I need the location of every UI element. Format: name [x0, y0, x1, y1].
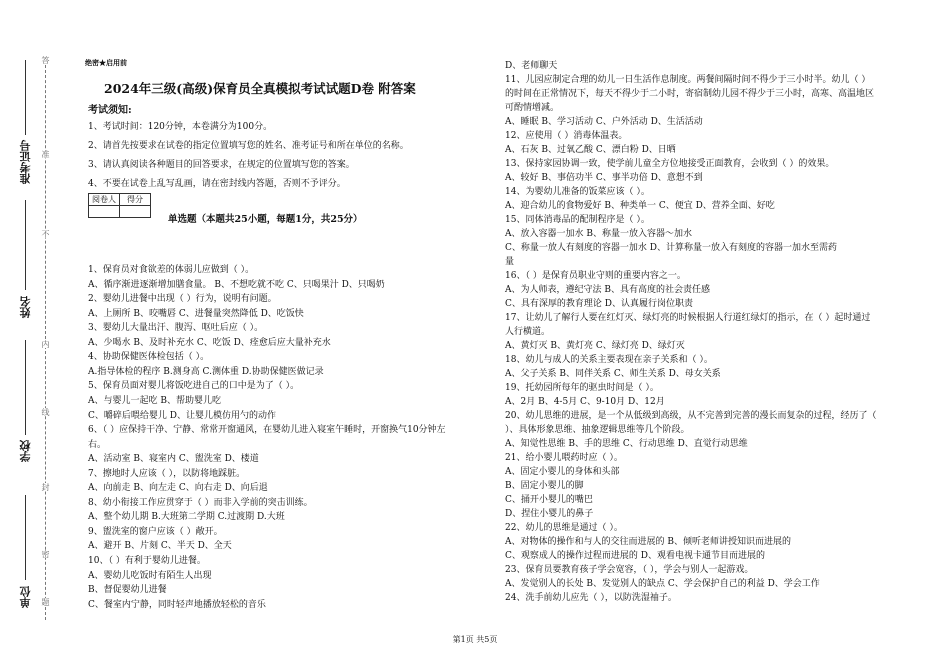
cut-mark: 题	[41, 598, 50, 606]
question-line: 16、（ ）是保育员职业守则的重要内容之一。	[505, 271, 686, 281]
question-line: A、固定小婴儿的身体和头部	[505, 467, 620, 477]
score-table-grader: 阅卷人	[89, 194, 120, 206]
notice-item: 2、请首先按要求在试卷的指定位置填写您的姓名、准考证号和所在单位的名称。	[88, 141, 409, 151]
question-line: A、婴幼儿吃饭时有陌生人出现	[88, 570, 212, 581]
secret-mark: 绝密★启用前	[85, 58, 127, 67]
question-line: A、上厕所 B、咬嘴唇 C、进餐量突然降低 D、吃饭快	[88, 308, 304, 319]
page-title: 2024年三级(高级)保育员全真模拟考试试题D卷 附答案	[104, 81, 416, 96]
label-school: 学校	[19, 440, 32, 462]
notice-item: 4、不要在试卷上乱写乱画，请在密封线内答题，否则不予评分。	[88, 179, 346, 189]
question-line: A、黄灯灭 B、黄灯亮 C、绿灯亮 D、绿灯灭	[505, 341, 685, 351]
question-line: 人行横道。	[505, 327, 551, 337]
question-line: 的时间在正常情况下，每天不得少于二小时，寄宿制幼儿园不得少于三小时，高寒、高温地区	[505, 89, 875, 99]
unit-line	[25, 495, 26, 580]
cut-mark: 内	[41, 340, 50, 348]
question-line: 17、让幼儿了解行人要在红灯灭、绿灯亮的时候根据人行道红绿灯的指示，在（ ）起时通过	[505, 313, 871, 323]
question-line: 4、协助保健医体检包括（ ）。	[88, 352, 210, 363]
question-line: A、活动室 B、寝室内 C、盥洗室 D、楼道	[88, 454, 259, 465]
question-line: 3、婴幼儿大量出汗、腹泻、呕吐后应（ ）。	[88, 323, 264, 334]
question-line: 9、盥洗室的窗户应该（ ）敞开。	[88, 526, 223, 537]
name-line	[25, 200, 26, 290]
question-line: 2、婴幼儿进餐中出现（ ）行为，说明有问题。	[88, 294, 277, 305]
label-unit: 单位	[19, 586, 32, 608]
notice-item: 1、考试时间：120分钟，本卷满分为100分。	[88, 122, 273, 132]
question-line: A、放入容器一加水 B、称量一放入容器～加水	[505, 229, 692, 239]
question-line: 右。	[88, 439, 107, 450]
question-line: C、餐室内宁静，同时轻声地播放轻松的音乐	[88, 599, 266, 610]
question-line: 24、洗手前幼儿应先（ ），以防洗湿袖子。	[505, 593, 677, 603]
question-line: 19、托幼园所每年的驱虫时间是（ ）。	[505, 383, 659, 393]
score-table-cell	[89, 206, 120, 218]
section-title: 单选题（本题共25小题，每题1分，共25分）	[168, 214, 363, 225]
question-line: 22、幼儿的思维是通过（ ）。	[505, 523, 623, 533]
question-line: A、2月 B、4-5月 C、9-10月 D、12月	[505, 397, 665, 407]
question-line: 量	[505, 257, 515, 267]
label-name: 姓名	[19, 296, 32, 318]
cut-mark: 密	[41, 550, 50, 558]
notice-heading: 考试须知:	[88, 105, 132, 116]
notice-item: 3、请认真阅读各种题目的回答要求，在规定的位置填写您的答案。	[88, 160, 355, 170]
cut-mark: 准	[41, 150, 50, 158]
question-line: A、为人师表，遵纪守法 B、具有高度的社会责任感	[505, 285, 710, 295]
question-line: 5、保育员面对婴儿将饭吃进自己的口中是为了（ ）。	[88, 381, 300, 392]
question-line: A、与婴儿一起吃 B、帮助婴儿吃	[88, 395, 221, 406]
question-line: A、避开 B、片刻 C、半天 D、全天	[88, 541, 232, 552]
question-line: C、称量一放人有刻度的容器一加水 D、计算称量一放入有刻度的容器一加水至需药	[505, 243, 837, 253]
question-line: C、捅开小婴儿的嘴巴	[505, 495, 593, 505]
question-line: B、督促婴幼儿进餐	[88, 585, 167, 596]
question-line: 6、（ ）应保持干净、宁静、常常开窗通风，在婴幼儿进入寝室午睡时，开窗换气10分钟左	[88, 425, 446, 436]
cut-mark: 封	[41, 483, 50, 491]
label-exam-number: 准考证号	[19, 140, 32, 184]
question-line: 可酌情增减。	[505, 103, 560, 113]
question-line: C、具有深厚的教育理论 D、认真履行岗位职责	[505, 299, 693, 309]
question-line: B、固定小婴儿的脚	[505, 481, 584, 491]
school-line	[25, 340, 26, 435]
question-line: A、少喝水 B、及时补充水 C、吃饭 D、痊愈后应大量补充水	[88, 337, 331, 348]
question-line: A、睡眠 B、学习活动 C、户外活动 D、生活活动	[505, 117, 703, 127]
question-line: 13、保持家园协调一致，使学前儿童全方位地接受正面教育，会收到（ ）的效果。	[505, 159, 835, 169]
score-table-score: 得分	[120, 194, 151, 206]
question-line: 21、给小婴儿喂药时应（ ）。	[505, 453, 623, 463]
question-line: A、循序渐进逐渐增加膳食量。 B、不想吃就不吃 C、只喝果汁 D、只喝奶	[88, 279, 385, 290]
cut-mark: 不	[41, 230, 50, 238]
question-line: A、发觉别人的长处 B、发觉别人的缺点 C、学会保护自己的利益 D、学会工作	[505, 579, 820, 589]
question-line: A.指导体检的程序 B.测身高 C.测体重 D.协助保健医做记录	[88, 366, 324, 377]
cut-mark: 线	[41, 408, 50, 416]
question-line: A、父子关系 B、同伴关系 C、师生关系 D、母女关系	[505, 369, 721, 379]
question-line: 10、（ ）有利于婴幼儿进餐。	[88, 556, 206, 566]
question-line: 8、幼小衔接工作应贯穿于（ ）而非入学前的突击训练。	[88, 497, 313, 508]
page-footer: 第1页 共5页	[452, 635, 498, 644]
exam-number-line	[25, 60, 26, 135]
question-line: 18、幼儿与成人的关系主要表现在亲子关系和（ ）。	[505, 355, 713, 365]
question-line: A、较好 B、事倍功半 C、事半功倍 D、意想不到	[505, 173, 703, 183]
question-line: C、嚼碎后喂给婴儿 D、让婴儿模仿用勺的动作	[88, 410, 276, 421]
question-line: ）、具体形象思维、抽象逻辑思维等几个阶段。	[505, 425, 690, 435]
question-line: 11、儿园应制定合理的幼儿一日生活作息制度。两餐间隔时间不得少于三小时半。幼儿（ ）	[505, 75, 871, 85]
question-line: A、对物体的操作和与人的交往而进展的 B、倾听老师讲授知识而进展的	[505, 537, 791, 547]
question-line: A、整个幼儿期 B.大班第二学期 C.过渡期 D.大班	[88, 512, 285, 523]
score-table	[88, 193, 151, 218]
question-line: 15、同体消毒品的配制程序是（ ）。	[505, 215, 650, 225]
binding-margin	[0, 0, 70, 671]
question-line: 23、保育员要教育孩子学会宽容，（ ），学会与别人一起游戏。	[505, 565, 754, 575]
cut-mark: 答	[41, 56, 50, 64]
question-line: A、知觉性思维 B、手的思维 C、行动思维 D、直觉行动思维	[505, 439, 748, 449]
score-table-cell	[120, 206, 151, 218]
question-line: 7、擦地时人应该（ ），以防将地踩脏。	[88, 468, 246, 479]
question-line: 14、为婴幼儿准备的饭菜应该（ ）。	[505, 187, 650, 197]
question-line: 12、应使用（ ）消毒体温表。	[505, 131, 628, 141]
question-line: A、石灰 B、过氧乙酸 C、漂白粉 D、日晒	[505, 145, 676, 155]
question-line: C、观察成人的操作过程而进展的 D、观看电视卡通节目而进展的	[505, 551, 765, 561]
question-line: D、老师聊天	[505, 61, 558, 71]
question-line: A、迎合幼儿的食物爱好 B、种类单一 C、便宜 D、营养全面、好吃	[505, 201, 775, 211]
question-line: 1、保育员对食欲差的体弱儿应做到（ ）。	[88, 265, 255, 275]
question-line: 20、幼儿思维的进展，是一个从低级到高级，从不完善到完善的漫长而复杂的过程，经历了（	[505, 411, 877, 421]
question-line: D、捏住小婴儿的鼻子	[505, 509, 594, 519]
question-line: A、向前走 B、向左走 C、向右走 D、向后退	[88, 483, 268, 494]
